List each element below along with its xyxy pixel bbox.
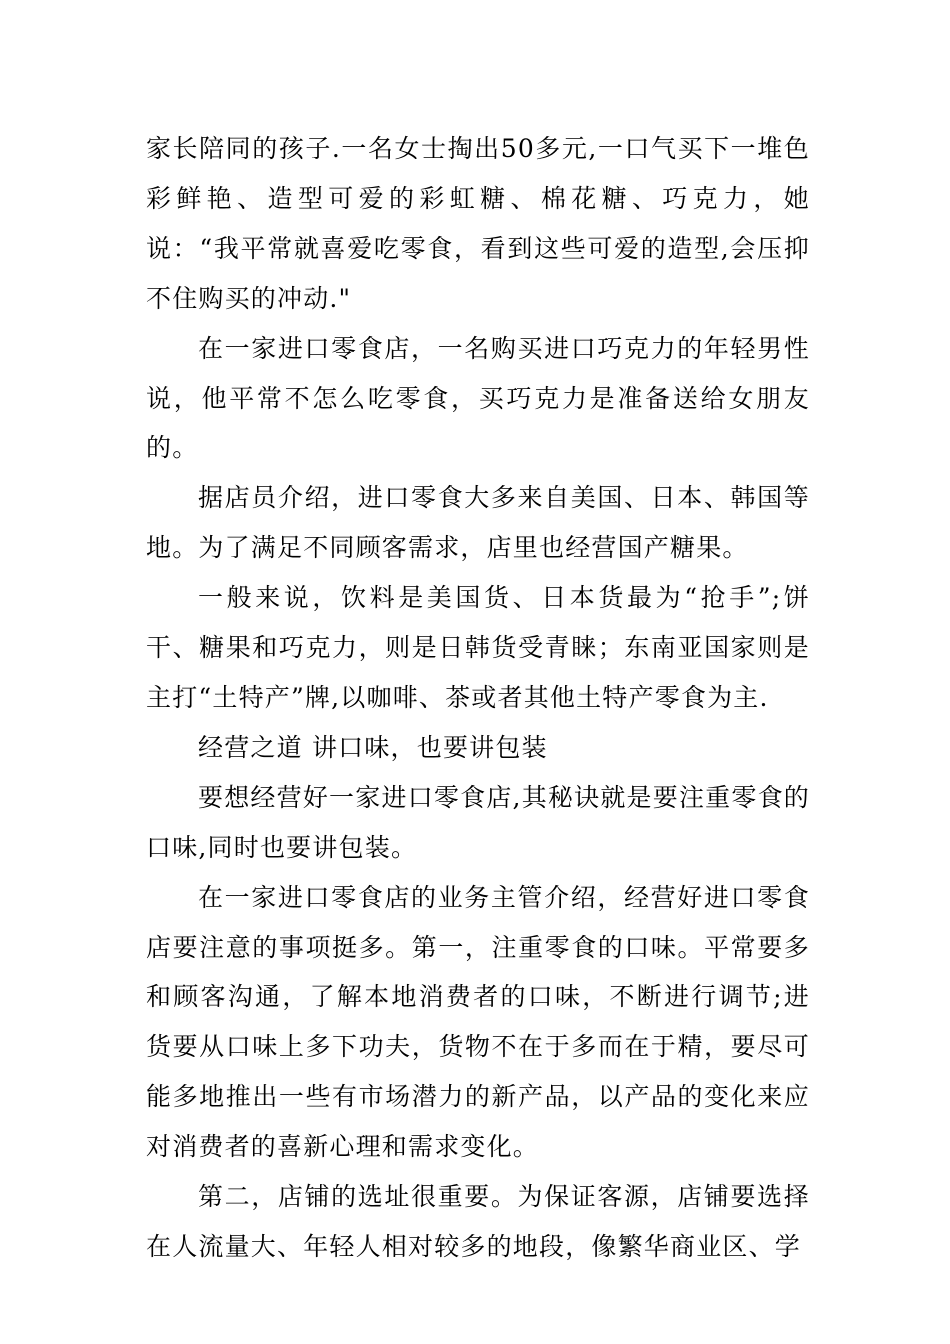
section-heading: 经营之道 讲口味，也要讲包装 xyxy=(198,732,548,762)
paragraph-6: 要想经营好一家进口零食店,其秘诀就是要注重零食的口味,同时也要讲包装。 xyxy=(146,782,810,862)
paragraph-8: 第二，店铺的选址很重要。为保证客源，店铺要选择在人流量大、年轻人相对较多的地段，像繁华商业区、学 xyxy=(146,1182,810,1261)
paragraph-7: 在一家进口零食店的业务主管介绍，经营好进口零食店要注意的事项挺多。第一，注重零食的口味。平常要多和顾客沟通，了解本地消费者的口味，不断进行调节;进货要从口味上多下功夫，货物不在于多而在于精，要尽可能多地推出一些有市场潜力的新产品，以产品的变化来应对消费者的喜新心理和需求变化。 xyxy=(146,882,810,1162)
paragraph-2: 在一家进口零食店，一名购买进口巧克力的年轻男性说，他平常不怎么吃零食，买巧克力是准备送给女朋友的。 xyxy=(146,333,810,463)
paragraph-1: 家长陪同的孩子.一名女士掏出50多元,一口气买下一堆色彩鲜艳、造型可爱的彩虹糖、棉花糖、巧克力，她说：“我平常就喜爱吃零食，看到这些可爱的造型,会压抑不住购买的冲动." xyxy=(146,134,810,313)
paragraph-4: 一般来说，饮料是美国货、日本货最为“抢手”;饼干、糖果和巧克力，则是日韩货受青睐；东南亚国家则是主打“土特产”牌,以咖啡、茶或者其他土特产零食为主. xyxy=(146,583,810,712)
document-body xyxy=(146,124,810,1272)
paragraph-3: 据店员介绍，进口零食大多来自美国、日本、韩国等地。为了满足不同顾客需求，店里也经营国产糖果。 xyxy=(146,483,810,563)
